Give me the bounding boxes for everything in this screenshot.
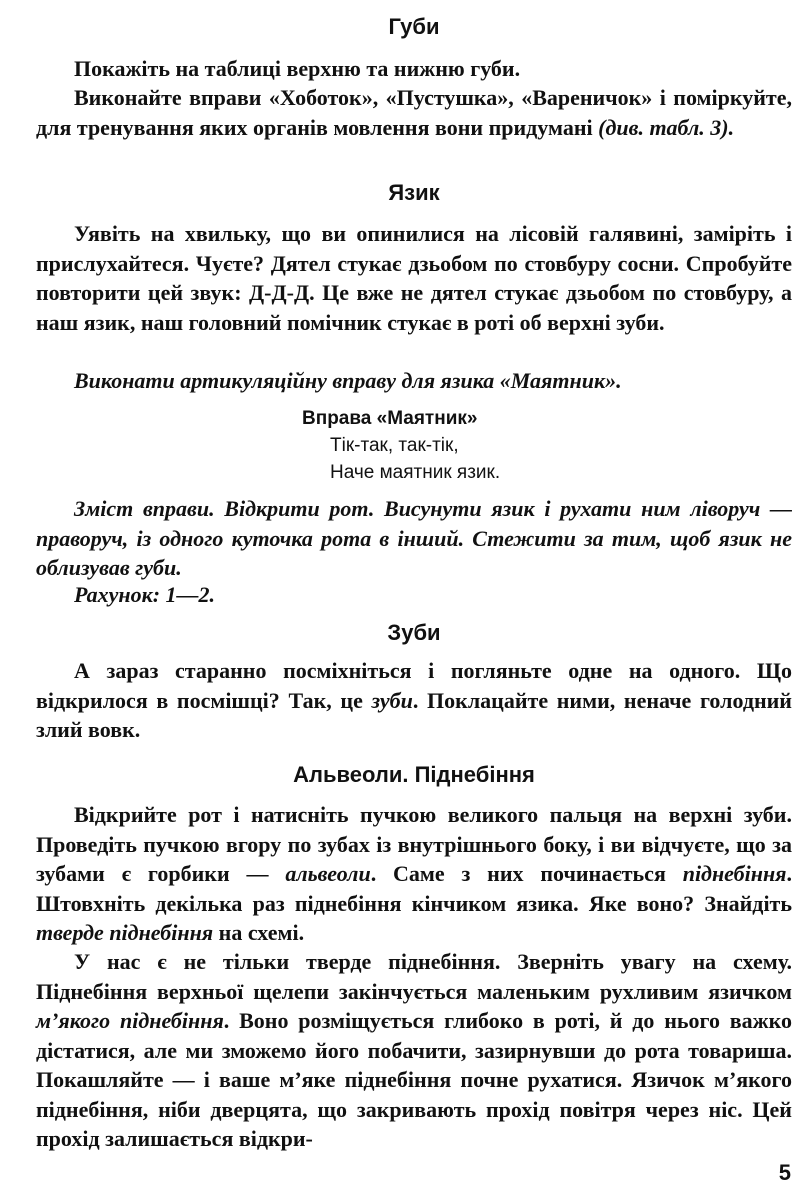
- poem-line: Наче маятник язик.: [330, 462, 501, 483]
- heading-teeth: Зуби: [387, 620, 441, 645]
- paragraph: Покажіть на таблиці верхню та нижню губи.: [74, 56, 521, 81]
- heading-lips: Губи: [388, 14, 440, 39]
- paragraph: Відкрийте рот і натисніть пучкою великого пальця на верхні зуби. Проведіть пучкою вгору по зубах із внутрішнього боку, і ви відчуєте, що за зубами є горбики — альвеоли. Саме з них починається піднебіння. Штовхніть декілька раз піднебіння кінчиком язика. Яке воно? Знайдіть тверде піднебіння на схемі.: [36, 802, 793, 945]
- page-number: 5: [778, 1160, 791, 1185]
- paragraph: У нас є не тільки тверде піднебіння. Зверніть увагу на схему. Піднебіння верхньої щелепи закінчується маленьким рухливим язичком м’якого піднебіння. Воно розміщується глибоко в роті, й до нього важко дістатися, але ми зможемо його побачити, зазирнувши до рота товариша. Покашляйте — і ваше м’яке піднебіння почне рухатися. Язичок м’якого піднебіння, ніби дверцята, що закривають прохід повітря через ніс. Цей прохід залишається відкри-: [36, 949, 792, 1151]
- exercise-title: Вправа «Маятник»: [302, 408, 478, 429]
- heading-tongue: Язик: [388, 180, 440, 205]
- paragraph-instruction: Виконати артикуляційну вправу для язика «Маятник».: [74, 368, 622, 393]
- exercise-content: Зміст вправи. Відкрити рот. Висунути язик і рухати ним ліворуч — праворуч, із одного куточка рота в інший. Стежити за тим, щоб язик не облизував губи.: [36, 496, 792, 580]
- paragraph: Виконайте вправи «Хоботок», «Пустушка», «Вареничок» і поміркуйте, для тренування яких органів мовлення вони придумані (див. табл. 3).: [36, 85, 792, 140]
- paragraph: А зараз старанно посміхніться і погляньте одне на одного. Що відкрилося в посмішці? Так, це зуби. Поклацайте ними, неначе голодний злий вовк.: [36, 658, 792, 742]
- reference: (див. табл. 3).: [598, 114, 735, 140]
- poem: [330, 432, 500, 486]
- content-label: Зміст вправи: [74, 496, 210, 521]
- poem-line: Тік-так, так-тік,: [330, 435, 459, 456]
- heading-alveoli: Альвеоли. Піднебіння: [293, 762, 535, 787]
- exercise-count: Рахунок: 1—2.: [74, 582, 216, 607]
- paragraph: Уявіть на хвильку, що ви опинилися на лісовій галявині, заміріть і прислухайтеся. Чуєте? Дятел стукає дзьобом по стовбуру сосни. Спробуйте повторити цей звук: Д-Д-Д. Це вже не дятел стукає дзьобом по стовбуру, а наш язик, наш головний помічник стукає в роті об верхні зуби.: [36, 221, 792, 335]
